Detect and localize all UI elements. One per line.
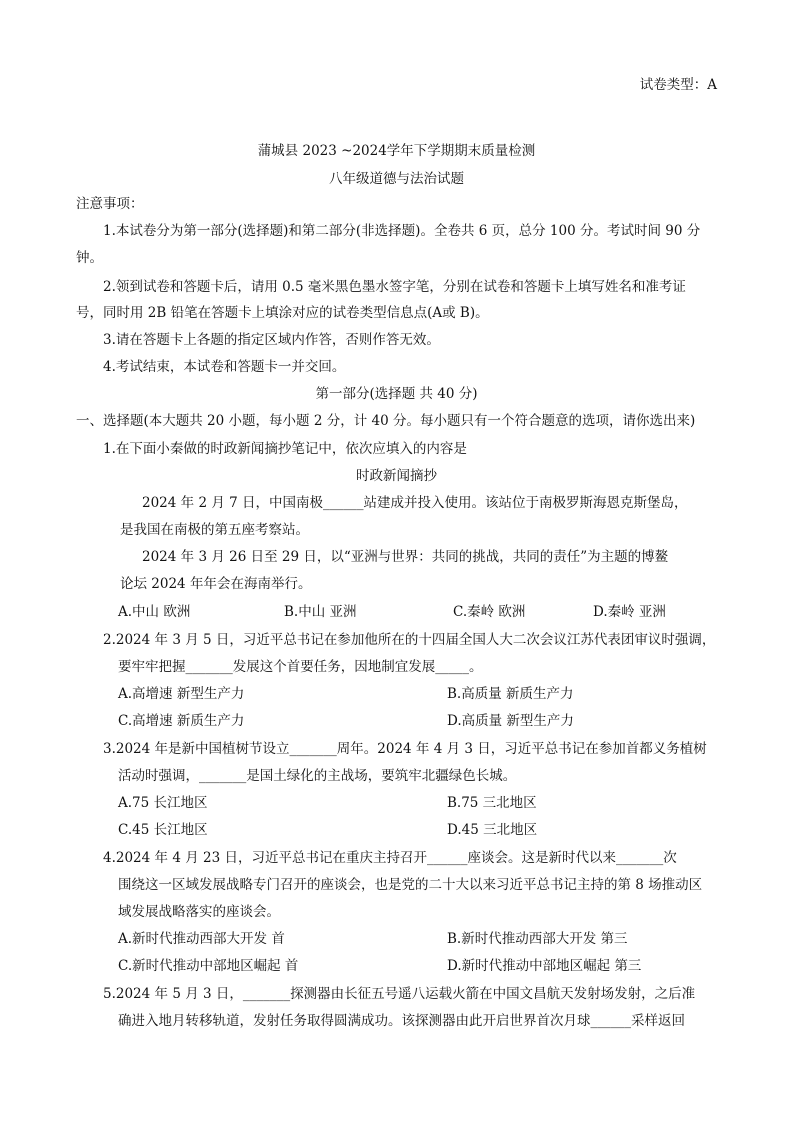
question-2-stem: 要牢牢把握_______发展这个首要任务，因地制宜发展_____。 [118, 659, 483, 675]
option-d: D.秦岭 亚洲 [593, 604, 666, 620]
notice-line: 2.领到试卷和答题卡后，请用 0.5 毫米黑色墨水签字笔，分别在试卷和答题卡上填写姓名和准考证 [103, 279, 686, 295]
question-3-stem: 活动时强调，_______是国土绿化的主战场，要筑牢北疆绿色长城。 [118, 768, 517, 784]
question-2-stem: 2.2024 年 3 月 5 日，习近平总书记在参加他所在的十四届全国人大二次会议江苏代表团审议时强调， [103, 632, 716, 648]
paper-type-label: 试卷类型：A [639, 77, 717, 93]
news-box-line: 是我国在南极的第五座考察站。 [120, 522, 309, 538]
option-b: B.新时代推动西部大开发 第三 [447, 931, 628, 947]
option-b: B.高质量 新质生产力 [447, 686, 574, 702]
news-box-line: 论坛 2024 年年会在海南举行。 [120, 576, 312, 592]
notice-heading: 注意事项： [76, 196, 144, 212]
question-4-stem: 围绕这一区域发展战略专门召开的座谈会，也是党的二十大以来习近平总书记主持的第 8 场推动区 [118, 877, 703, 893]
news-box-title: 时政新闻摘抄 [356, 468, 437, 484]
option-d: D.高质量 新型生产力 [447, 713, 574, 729]
question-5-stem: 确进入地月转移轨道，发射任务取得圆满成功。该探测器由此开启世界首次月球______采样返回 [118, 1013, 685, 1029]
notice-line: 4.考试结束，本试卷和答题卡一并交回。 [103, 359, 346, 375]
news-box-line: 2024 年 2 月 7 日，中国南极______站建成并投入使用。该站位于南极罗斯海恩克斯堡岛， [142, 495, 688, 511]
question-4-stem: 4.2024 年 4 月 23 日，习近平总书记在重庆主持召开______座谈会。这是新时代以来_______次 [103, 850, 677, 866]
option-b: B.75 三北地区 [447, 795, 537, 811]
exam-title: 蒲城县 2023 ~2024学年下学期期末质量检测 [257, 143, 536, 159]
question-4-stem: 域发展战略落实的座谈会。 [118, 904, 280, 920]
option-c: C.高增速 新质生产力 [118, 713, 245, 729]
notice-line: 钟。 [76, 250, 103, 266]
option-c: C.秦岭 欧洲 [453, 604, 526, 620]
notice-line: 3.请在答题卡上各题的指定区域内作答，否则作答无效。 [103, 332, 440, 348]
option-a: A.中山 欧洲 [118, 604, 191, 620]
exam-subtitle: 八年级道德与法治试题 [329, 171, 464, 187]
option-c: C.45 长江地区 [118, 822, 208, 838]
option-c: C.新时代推动中部地区崛起 首 [118, 958, 299, 974]
question-1-stem: 1.在下面小秦做的时政新闻摘抄笔记中，依次应填入的内容是 [103, 441, 467, 457]
option-d: D.45 三北地区 [447, 822, 538, 838]
part1-heading: 第一部分(选择题 共 40 分) [315, 386, 478, 402]
section-title: 一、选择题(本大题共 20 小题，每小题 2 分，计 40 分。每小题只有一个符合题意的选项，请你选出来) [76, 413, 696, 429]
question-5-stem: 5.2024 年 5 月 3 日，_______探测器由长征五号遥八运载火箭在中国文昌航天发射场发射，之后准 [103, 986, 696, 1002]
notice-line: 号，同时用 2B 铅笔在答题卡上填涂对应的试卷类型信息点(A或 B)。 [76, 305, 489, 321]
notice-line: 1.本试卷分为第一部分(选择题)和第二部分(非选择题)。全卷共 6 页，总分 100 分。考试时间 90 分 [103, 223, 701, 239]
question-3-stem: 3.2024 年是新中国植树节设立_______周年。2024 年 4 月 3 日，习近平总书记在参加首都义务植树 [103, 741, 707, 757]
option-a: A.新时代推动西部大开发 首 [118, 931, 285, 947]
news-box-line: 2024 年 3 月 26 日至 29 日，以“亚洲与世界：共同的挑战，共同的责任”为主题的博鳌 [142, 549, 669, 565]
option-a: A.高增速 新型生产力 [118, 686, 245, 702]
option-d: D.新时代推动中部地区崛起 第三 [447, 958, 642, 974]
option-b: B.中山 亚洲 [284, 604, 357, 620]
option-a: A.75 长江地区 [118, 795, 208, 811]
